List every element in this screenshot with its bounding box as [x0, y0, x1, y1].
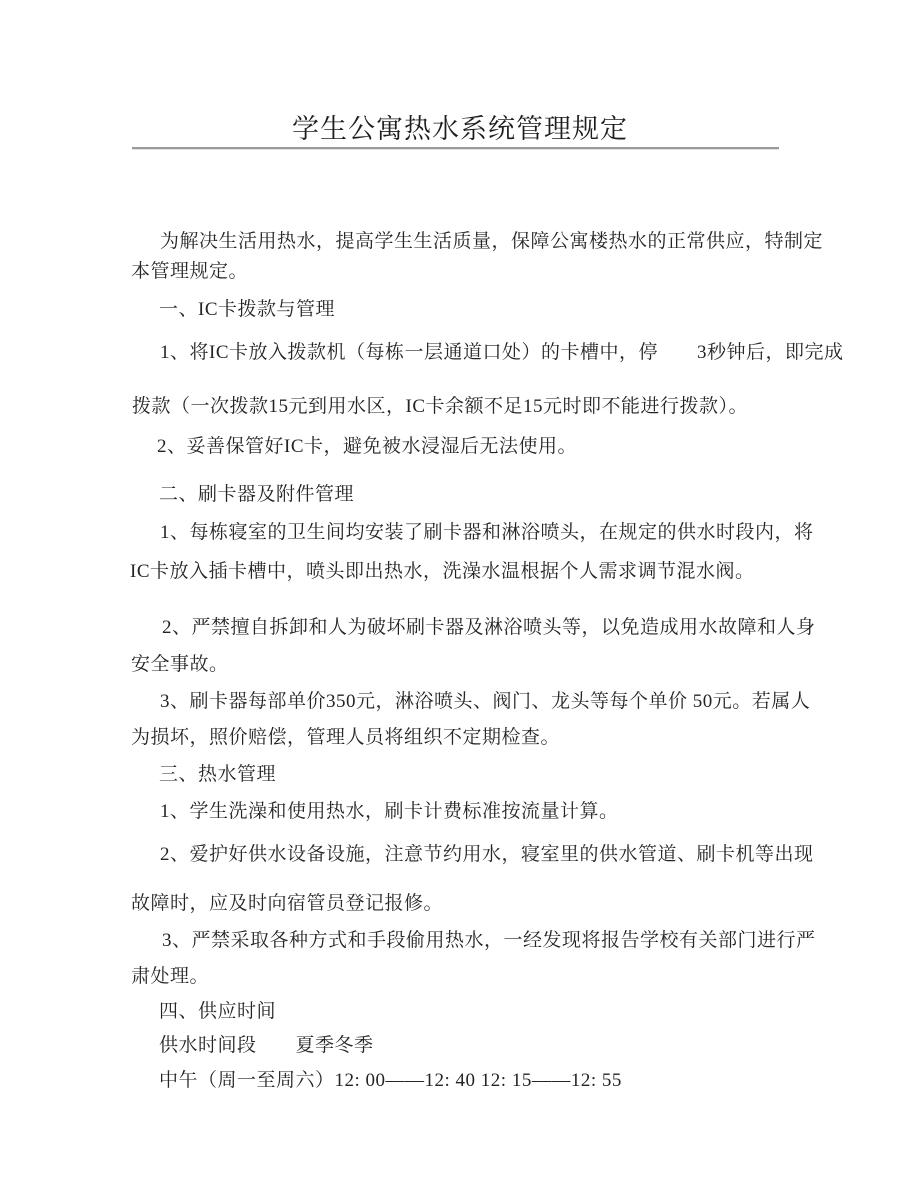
doc-line: 为解决生活用热水，提高学生生活质量，保障公寓楼热水的正常供应，特制定 — [160, 231, 824, 252]
doc-line: 2、严禁擅自拆卸和人为破坏刷卡器及淋浴喷头等，以免造成用水故障和人身 — [162, 617, 816, 638]
doc-line: 肃处理。 — [131, 966, 210, 987]
page-title: 学生公寓热水系统管理规定 — [292, 114, 628, 144]
doc-line: 安全事故。 — [131, 654, 229, 675]
doc-line: 中午（周一至周六）12: 00——12: 40 12: 15——12: 55 — [159, 1070, 622, 1091]
doc-line: 供水时间段 夏季冬季 — [159, 1035, 374, 1056]
doc-line: 2、妥善保管好IC卡，避免被水浸湿后无法使用。 — [157, 436, 578, 457]
doc-section-heading: 三、热水管理 — [159, 764, 277, 785]
doc-section-heading: 一、IC卡拨款与管理 — [159, 299, 336, 320]
title-underline — [132, 147, 779, 150]
doc-line: IC卡放入插卡槽中，喷头即出热水，洗澡水温根据个人需求调节混水阀。 — [130, 561, 755, 582]
doc-line: 为损坏，照价赔偿，管理人员将组织不定期检查。 — [131, 727, 561, 748]
doc-section-heading: 二、刷卡器及附件管理 — [159, 484, 355, 505]
doc-line: 2、爱护好供水设备设施，注意节约用水，寝室里的供水管道、刷卡机等出现 — [160, 844, 814, 865]
doc-line: 1、将IC卡放入拨款机（每栋一层通道口处）的卡槽中，停 3秒钟后，即完成 — [160, 342, 844, 363]
doc-line: 3、刷卡器每部单价350元，淋浴喷头、阀门、龙头等每个单价 50元。若属人 — [160, 691, 811, 712]
doc-line: 故障时，应及时向宿管员登记报修。 — [131, 893, 444, 914]
doc-line: 拨款（一次拨款15元到用水区，IC卡余额不足15元时即不能进行拨款）。 — [132, 396, 749, 417]
doc-line: 3、严禁采取各种方式和手段偷用热水，一经发现将报告学校有关部门进行严 — [162, 930, 816, 951]
doc-line: 本管理规定。 — [131, 261, 249, 282]
doc-line: 1、每栋寝室的卫生间均安装了刷卡器和淋浴喷头，在规定的供水时段内，将 — [160, 522, 814, 543]
doc-section-heading: 四、供应时间 — [159, 1001, 277, 1022]
doc-line: 1、学生洗澡和使用热水，刷卡计费标准按流量计算。 — [160, 801, 619, 822]
